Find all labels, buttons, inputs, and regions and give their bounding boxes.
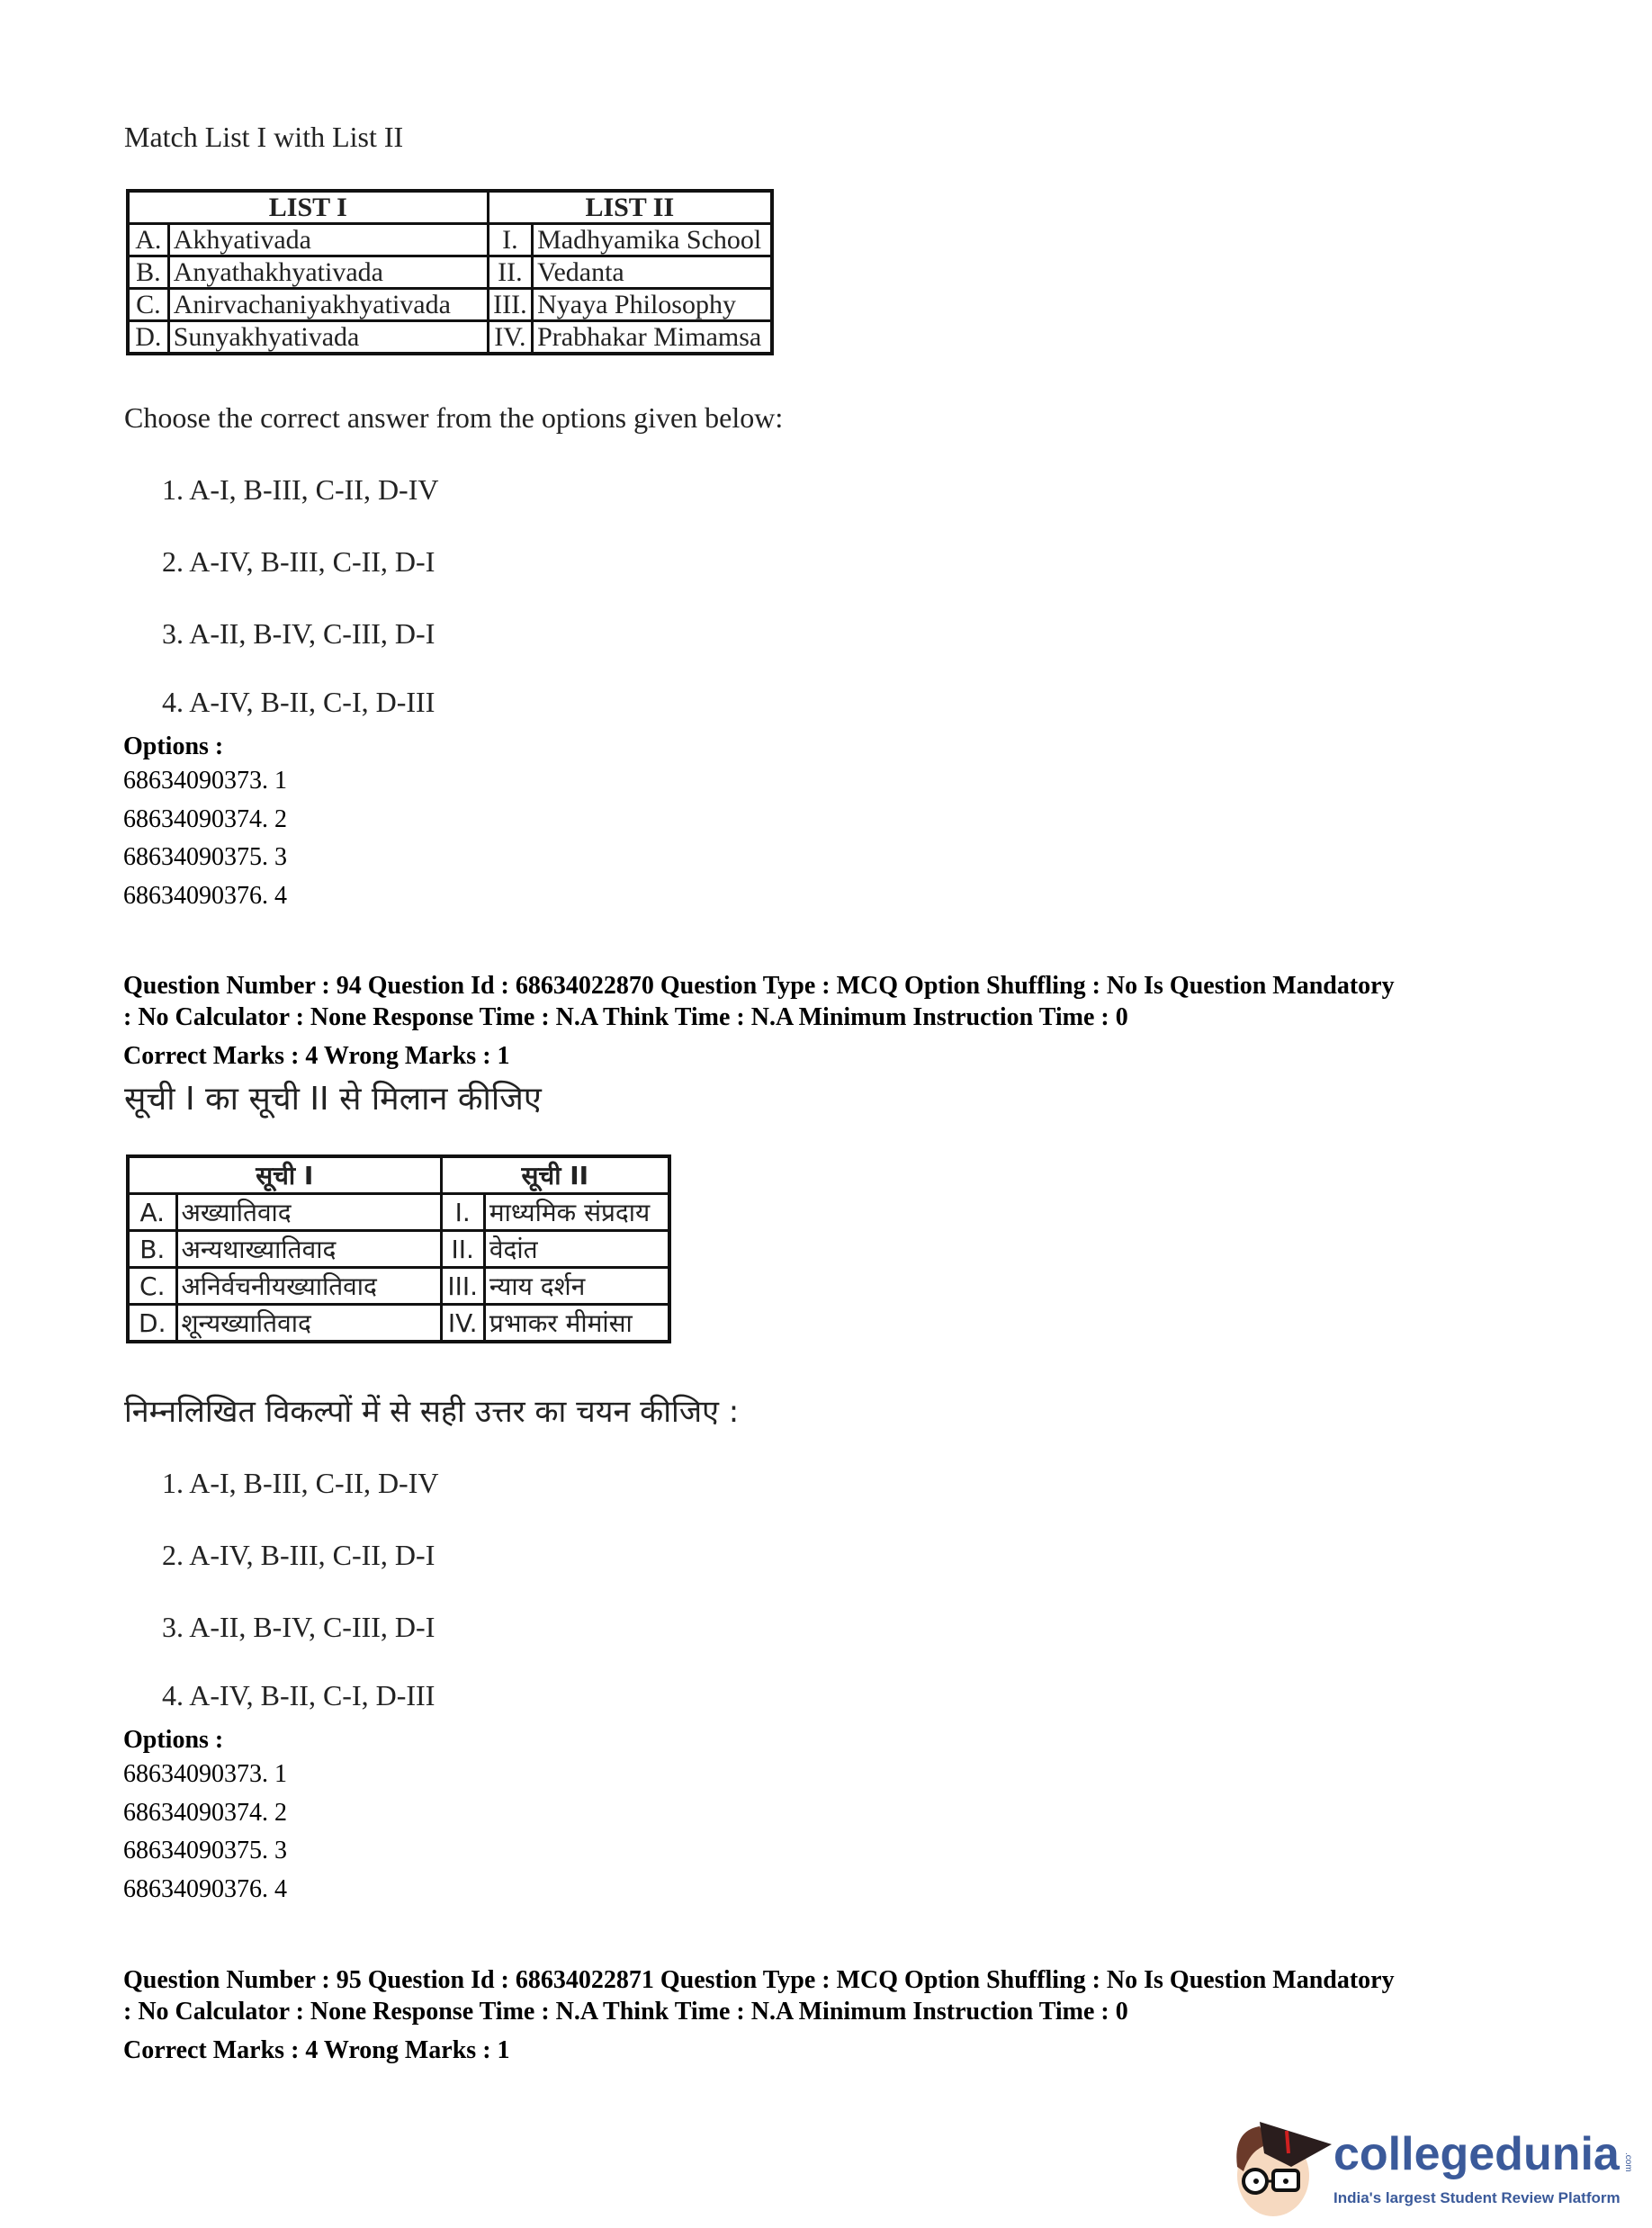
mascot-icon <box>1224 2104 1332 2221</box>
list1-header: सूची I <box>128 1156 441 1194</box>
row-value: Madhyamika School <box>533 224 772 256</box>
hindi-instruction: सूची I का सूची II से मिलान कीजिए <box>124 1081 542 1118</box>
row-value: Akhyativada <box>168 224 488 256</box>
list1-header: LIST I <box>128 191 488 224</box>
options-label: Options : <box>123 1726 224 1754</box>
question-meta-line2: : No Calculator : None Response Time : N.A Think Time : N.A Minimum Instruction Time : 0 <box>123 1003 1128 1031</box>
question-instruction: Match List I with List II <box>124 121 404 153</box>
row-key: C. <box>128 1268 176 1305</box>
row-value: अख्यातिवाद <box>176 1194 441 1231</box>
logo-text-block <box>1333 2127 1633 2208</box>
choice-3: 3. A-II, B-IV, C-III, D-I <box>162 1611 435 1643</box>
row-value: न्याय दर्शन <box>484 1268 669 1305</box>
table-row <box>128 289 772 321</box>
table-row <box>128 1268 669 1305</box>
row-value: Vedanta <box>533 256 772 289</box>
choice-2: 2. A-IV, B-III, C-II, D-I <box>162 545 435 578</box>
choice-2: 2. A-IV, B-III, C-II, D-I <box>162 1539 435 1571</box>
row-value: Anyathakhyativada <box>168 256 488 289</box>
option-id: 68634090375. 3 <box>123 843 287 871</box>
question-marks: Correct Marks : 4 Wrong Marks : 1 <box>123 1042 510 1070</box>
question-marks: Correct Marks : 4 Wrong Marks : 1 <box>123 2036 510 2064</box>
table-row <box>128 256 772 289</box>
question-meta-line1: Question Number : 94 Question Id : 68634022870 Question Type : MCQ Option Shuffling : No Is Question Mandatory <box>123 972 1395 1000</box>
options-label: Options : <box>123 732 224 760</box>
table-row <box>128 1231 669 1268</box>
option-id: 68634090374. 2 <box>123 804 287 833</box>
choice-1: 1. A-I, B-III, C-II, D-IV <box>162 1467 439 1499</box>
row-key: IV. <box>488 321 533 355</box>
row-key: B. <box>128 1231 176 1268</box>
table-row <box>128 224 772 256</box>
table-row <box>128 321 772 355</box>
row-value: Anirvachaniyakhyativada <box>168 289 488 321</box>
option-id: 68634090373. 1 <box>123 767 287 795</box>
row-key: II. <box>488 256 533 289</box>
row-value: Prabhakar Mimamsa <box>533 321 772 355</box>
row-key: A. <box>128 224 168 256</box>
row-value: Sunyakhyativada <box>168 321 488 355</box>
table-row <box>128 1305 669 1343</box>
row-value: अन्यथाख्यातिवाद <box>176 1231 441 1268</box>
option-id: 68634090376. 4 <box>123 881 287 910</box>
row-value: माध्यमिक संप्रदाय <box>484 1194 669 1231</box>
logo-wordmark: collegedunia <box>1333 2128 1620 2180</box>
choice-4: 4. A-IV, B-II, C-I, D-III <box>162 1679 435 1711</box>
option-id: 68634090374. 2 <box>123 1798 287 1827</box>
list2-header: सूची II <box>441 1156 669 1194</box>
option-id: 68634090375. 3 <box>123 1837 287 1864</box>
option-id: 68634090373. 1 <box>123 1760 287 1788</box>
row-value: अनिर्वचनीयख्यातिवाद <box>176 1268 441 1305</box>
row-value: प्रभाकर मीमांसा <box>484 1305 669 1343</box>
row-key: C. <box>128 289 168 321</box>
row-key: D. <box>128 321 168 355</box>
row-key: A. <box>128 1194 176 1231</box>
row-key: III. <box>488 289 533 321</box>
choice-3: 3. A-II, B-IV, C-III, D-I <box>162 617 435 650</box>
row-key: IV. <box>441 1305 484 1343</box>
row-key: I. <box>441 1194 484 1231</box>
row-key: D. <box>128 1305 176 1343</box>
logo-wordmark-row <box>1333 2127 1633 2181</box>
logo-suffix: .com <box>1622 2152 1633 2172</box>
question-meta-line1: Question Number : 95 Question Id : 68634022871 Question Type : MCQ Option Shuffling : No Is Question Mandatory <box>123 1966 1395 1994</box>
row-value: Nyaya Philosophy <box>533 289 772 321</box>
row-key: I. <box>488 224 533 256</box>
row-key: B. <box>128 256 168 289</box>
row-value: शून्यख्यातिवाद <box>176 1305 441 1343</box>
match-table-english <box>126 189 774 355</box>
option-id: 68634090376. 4 <box>123 1874 287 1903</box>
choose-instruction: Choose the correct answer from the options given below: <box>124 401 784 434</box>
choice-4: 4. A-IV, B-II, C-I, D-III <box>162 686 435 718</box>
choice-1: 1. A-I, B-III, C-II, D-IV <box>162 473 439 506</box>
list2-header: LIST II <box>488 191 772 224</box>
match-table-hindi <box>126 1154 671 1343</box>
collegedunia-logo <box>1224 2104 1652 2221</box>
table-row <box>128 1194 669 1231</box>
row-key: II. <box>441 1231 484 1268</box>
row-key: III. <box>441 1268 484 1305</box>
logo-tagline: India's largest Student Review Platform <box>1333 2189 1621 2206</box>
row-value: वेदांत <box>484 1231 669 1268</box>
question-meta-line2: : No Calculator : None Response Time : N.A Think Time : N.A Minimum Instruction Time : 0 <box>123 1998 1128 2026</box>
hindi-choose-instruction: निम्नलिखित विकल्पों में से सही उत्तर का चयन कीजिए : <box>124 1394 740 1430</box>
